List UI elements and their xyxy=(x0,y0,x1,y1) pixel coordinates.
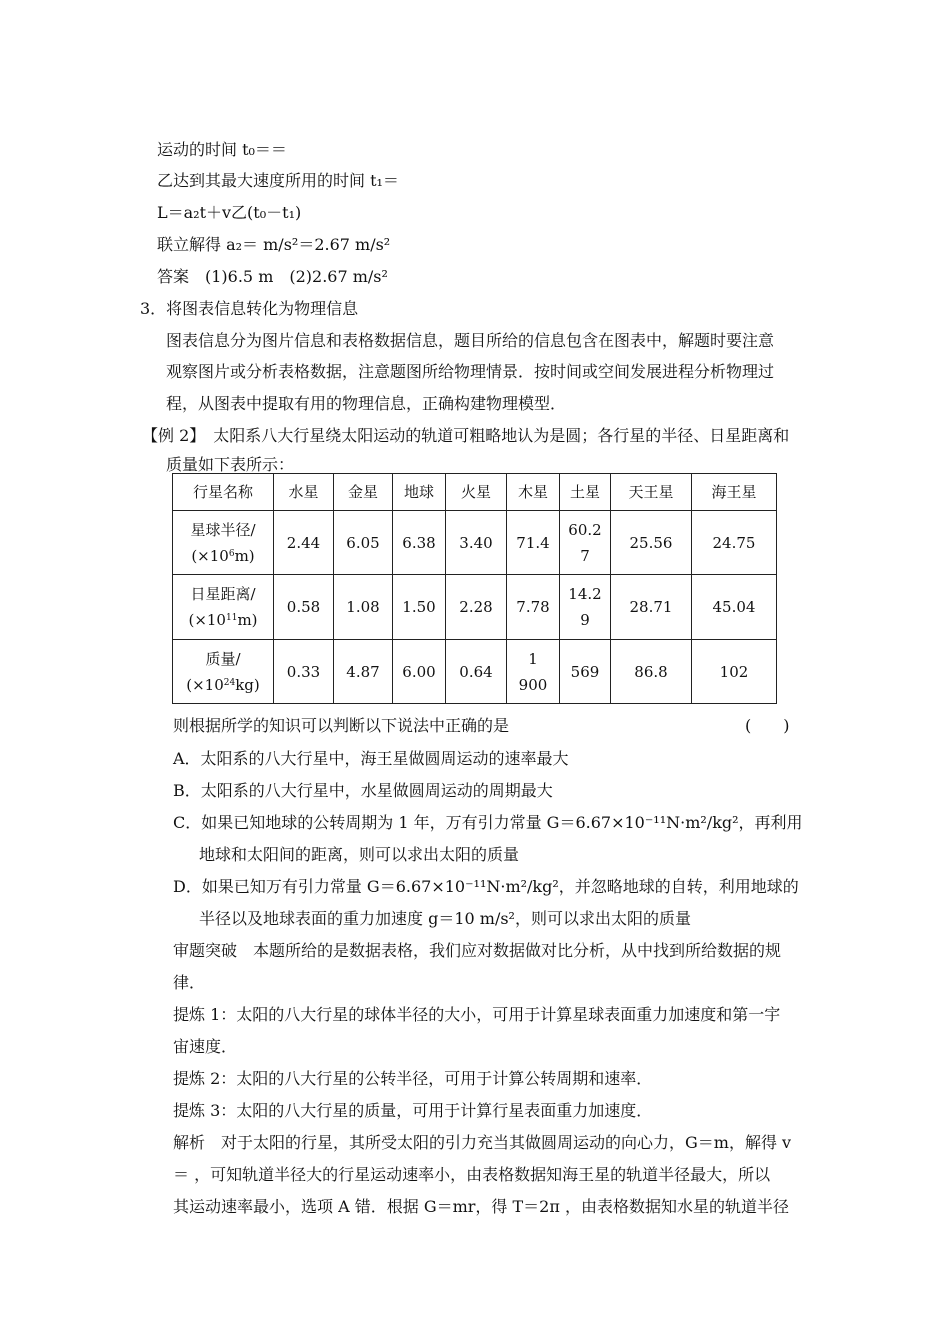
table-cell: 102 xyxy=(692,640,777,704)
cell-wrap-2: 900 xyxy=(518,675,548,694)
table-cell: 1.08 xyxy=(334,575,393,640)
text-line-4: 联立解得 a₂＝ m/s²＝2.67 m/s² xyxy=(157,235,391,254)
table-cell: 4.87 xyxy=(334,640,393,704)
table-row xyxy=(173,511,777,575)
table-header-row xyxy=(173,474,777,511)
analysis-line: 审题突破 本题所给的是数据表格，我们应对数据做对比分析，从中找到所给数据的规 xyxy=(173,941,782,960)
answer-bracket: ( ) xyxy=(745,716,790,735)
cell-wrap-1: 60.2 xyxy=(568,520,602,539)
option-c-line2: 地球和太阳间的距离，则可以求出太阳的质量 xyxy=(199,845,520,864)
table-header-cell: 火星 xyxy=(446,474,507,511)
row-label-line1: 质量/ xyxy=(205,649,241,668)
table-row xyxy=(173,575,777,640)
option-c-line1: C．如果已知地球的公转周期为 1 年，万有引力常量 G＝6.67×10⁻¹¹N·m²/kg²，再利用 xyxy=(173,813,803,832)
table-cell xyxy=(560,511,611,575)
table-header-cell: 天王星 xyxy=(611,474,692,511)
row-label-line2: $(\times 10^{11}m)$ xyxy=(188,611,258,629)
table-header-cell: 行星名称 xyxy=(173,474,274,511)
table-cell: 24.75 xyxy=(692,511,777,575)
table-cell: 0.58 xyxy=(274,575,334,640)
analysis-line: 其运动速率最小，选项 A 错．根据 G＝mr，得 T＝2π ，由表格数据知水星的轨道半径 xyxy=(173,1197,789,1216)
table-cell: 7.78 xyxy=(507,575,560,640)
paragraph-line-3: 程，从图表中提取有用的物理信息，正确构建物理模型． xyxy=(166,394,567,413)
row-label-line1: 星球半径/ xyxy=(190,520,256,539)
analysis-line: 解析 对于太阳的行星，其所受太阳的引力充当其做圆周运动的向心力，G＝m，解得 v xyxy=(173,1133,792,1152)
table-cell: 2.44 xyxy=(274,511,334,575)
text-line-5: 答案 (1)6.5 m (2)2.67 m/s² xyxy=(157,267,388,286)
cell-wrap-2: 9 xyxy=(580,611,590,629)
table-cell: 1.50 xyxy=(393,575,446,640)
table-cell: 569 xyxy=(560,640,611,704)
row-label-line1: 日星距离/ xyxy=(190,585,256,603)
table-header-cell: 水星 xyxy=(274,474,334,511)
analysis-line: 律． xyxy=(173,973,206,992)
cell-wrap-1: 1 xyxy=(528,649,538,668)
option-d-line1: D．如果已知万有引力常量 G＝6.67×10⁻¹¹N·m²/kg²，并忽略地球的自转，利用地球的 xyxy=(173,877,799,896)
table-header-cell: 土星 xyxy=(560,474,611,511)
text-line-1: 运动的时间 t₀＝＝ xyxy=(157,140,287,159)
table-cell: 71.4 xyxy=(507,511,560,575)
table-cell xyxy=(507,640,560,704)
table-header-cell: 地球 xyxy=(393,474,446,511)
cell-wrap-1: 14.2 xyxy=(568,585,602,603)
option-b: B．太阳系的八大行星中，水星做圆周运动的周期最大 xyxy=(173,781,553,800)
example-heading: 【例 2】 太阳系八大行星绕太阳运动的轨道可粗略地认为是圆；各行星的半径、日星距离和 xyxy=(142,426,790,445)
row-label-line2: $(\times 10^6m)$ xyxy=(191,546,255,565)
analysis-line: ＝ ，可知轨道半径大的行星运动速率小，由表格数据知海王星的轨道半径最大，所以 xyxy=(173,1165,771,1184)
table-cell: 6.05 xyxy=(334,511,393,575)
analysis-line: 提炼 2：太阳的八大行星的公转半径，可用于计算公转周期和速率． xyxy=(173,1069,653,1088)
question-stem: 则根据所学的知识可以判断以下说法中正确的是 xyxy=(173,716,510,735)
text-line-3: L＝a₂t＋v乙(t₀－t₁) xyxy=(157,203,302,222)
paragraph-line-1: 图表信息分为图片信息和表格数据信息，题目所给的信息包含在图表中，解题时要注意 xyxy=(166,331,775,350)
analysis-line: 提炼 1：太阳的八大行星的球体半径的大小，可用于计算星球表面重力加速度和第一宇 xyxy=(173,1005,781,1024)
table-header-cell: 金星 xyxy=(334,474,393,511)
option-d-line2: 半径以及地球表面的重力加速度 g＝10 m/s²，则可以求出太阳的质量 xyxy=(199,909,691,928)
table-cell: 6.00 xyxy=(393,640,446,704)
analysis-line: 提炼 3：太阳的八大行星的质量，可用于计算行星表面重力加速度． xyxy=(173,1101,653,1120)
table-header-cell: 海王星 xyxy=(692,474,777,511)
row-label xyxy=(173,575,274,640)
table-cell: 3.40 xyxy=(446,511,507,575)
row-label-line2: $(\times 10^{24}kg)$ xyxy=(186,675,260,694)
table-cell: 45.04 xyxy=(692,575,777,640)
table-header-cell: 木星 xyxy=(507,474,560,511)
table-cell xyxy=(560,575,611,640)
row-label xyxy=(173,511,274,575)
text-line-2: 乙达到其最大速度所用的时间 t₁＝ xyxy=(157,171,399,190)
table-cell: 28.71 xyxy=(611,575,692,640)
table-cell: 25.56 xyxy=(611,511,692,575)
row-label xyxy=(173,640,274,704)
table-cell: 0.33 xyxy=(274,640,334,704)
table-cell: 86.8 xyxy=(611,640,692,704)
paragraph-line-2: 观察图片或分析表格数据，注意题图所给物理情景．按时间或空间发展进程分析物理过 xyxy=(166,362,775,381)
cell-wrap-2: 7 xyxy=(580,546,590,565)
planet-table xyxy=(172,473,777,704)
table-cell: 2.28 xyxy=(446,575,507,640)
example-line-2: 质量如下表所示： xyxy=(166,455,295,474)
analysis-line: 宙速度． xyxy=(173,1037,238,1056)
section-heading: 3．将图表信息转化为物理信息 xyxy=(140,299,359,318)
table-row xyxy=(173,640,777,704)
table-cell: 0.64 xyxy=(446,640,507,704)
option-a: A．太阳系的八大行星中，海王星做圆周运动的速率最大 xyxy=(173,749,569,768)
table-cell: 6.38 xyxy=(393,511,446,575)
